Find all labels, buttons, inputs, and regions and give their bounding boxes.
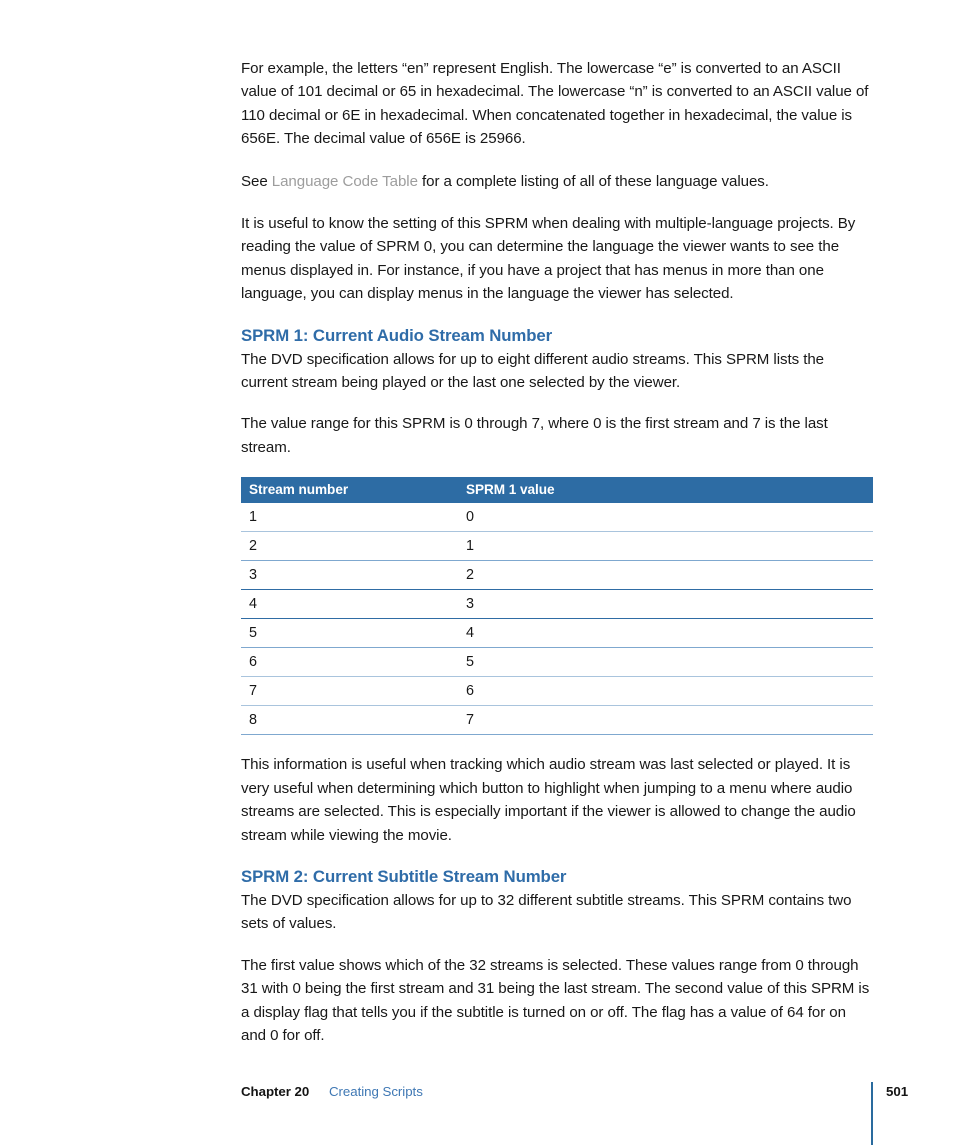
cell-sprm-value: 4: [458, 619, 873, 648]
cell-stream-number: 8: [241, 706, 458, 735]
cell-sprm-value: 7: [458, 706, 873, 735]
cell-stream-number: 5: [241, 619, 458, 648]
table-row: [241, 503, 873, 532]
table-row: [241, 619, 873, 648]
table-row: [241, 706, 873, 735]
table-row: [241, 677, 873, 706]
paragraph-sprm2-intro: The DVD specification allows for up to 32 different subtitle streams. This SPRM contains two sets of values.: [241, 891, 852, 933]
cell-sprm-value: 6: [458, 677, 873, 706]
page-footer: [241, 1084, 954, 1108]
top-margin-spacer: [241, 0, 873, 57]
cell-stream-number: 1: [241, 503, 458, 532]
cell-sprm-value: 3: [458, 590, 873, 619]
paragraph-example-language-codes: For example, the letters “en” represent English. The lowercase “e” is converted to an ASCII value of 101 decimal or 65 in hexadecimal. The lowercase “n” is converted to an ASCII value of 110 decimal or 6E in hexadecimal. When concatenated together in hexadecimal, the value is 656E. The decimal value of 656E is 25966.: [241, 60, 869, 148]
footer-vertical-rule: [871, 1082, 873, 1145]
cell-sprm-value: 2: [458, 561, 873, 590]
heading-sprm-2: SPRM 2: Current Subtitle Stream Number: [241, 866, 567, 886]
footer-chapter-title-link[interactable]: Creating Scripts: [329, 1084, 423, 1099]
table-row: [241, 590, 873, 619]
table-row: [241, 561, 873, 590]
cell-stream-number: 7: [241, 677, 458, 706]
cell-sprm-value: 1: [458, 532, 873, 561]
cell-stream-number: 4: [241, 590, 458, 619]
document-page: [241, 0, 873, 1145]
xref-lead-text: See: [241, 172, 272, 190]
column-header-sprm-1-value: SPRM 1 value: [458, 477, 873, 503]
table-header-row: [241, 477, 873, 503]
cell-stream-number: 3: [241, 561, 458, 590]
stream-number-table: [241, 477, 873, 735]
paragraph-see-language-code-table: [241, 170, 873, 193]
column-header-stream-number: Stream number: [241, 477, 458, 503]
cell-sprm-value: 0: [458, 503, 873, 532]
paragraph-sprm2-values: The first value shows which of the 32 streams is selected. These values range from 0 through 31 with 0 being the first stream and 31 being the last stream. The second value of this SPRM is a display flag that tells you if the subtitle is turned on or off. The flag has a value of 64 for on and 0 for off.: [241, 956, 870, 1044]
paragraph-sprm-usefulness: It is useful to know the setting of this SPRM when dealing with multiple-language projects. By reading the value of SPRM 0, you can determine the language the viewer wants to see the menus displayed in. For instance, if you have a project that has menus in more than one language, you can display menus in the language the viewer has selected.: [241, 215, 856, 303]
page-number: 501: [886, 1084, 909, 1099]
table-row: [241, 532, 873, 561]
footer-chapter-label: Chapter 20: [241, 1084, 310, 1099]
paragraph-sprm1-tracking: This information is useful when tracking which audio stream was last selected or played. It is very useful when determining which button to highlight when jumping to a menu where audio streams are selected. This is especially important if the viewer is allowed to change the audio stream while viewing the movie.: [241, 756, 856, 844]
paragraph-sprm1-intro: The DVD specification allows for up to eight different audio streams. This SPRM lists the current stream being played or the last one selected by the viewer.: [241, 350, 824, 392]
heading-sprm-1: SPRM 1: Current Audio Stream Number: [241, 325, 553, 345]
paragraph-sprm1-value-range: The value range for this SPRM is 0 through 7, where 0 is the first stream and 7 is the last stream.: [241, 415, 828, 456]
xref-trail-text: for a complete listing of all of these language values.: [417, 172, 769, 190]
section-sprm-1: [241, 325, 873, 460]
cell-stream-number: 6: [241, 648, 458, 677]
section-sprm-2: [241, 866, 873, 1047]
table-header: [241, 477, 873, 503]
cell-sprm-value: 5: [458, 648, 873, 677]
table-body: [241, 503, 873, 735]
cell-stream-number: 2: [241, 532, 458, 561]
language-code-table-link[interactable]: Language Code Table: [271, 172, 418, 190]
table-row: [241, 648, 873, 677]
